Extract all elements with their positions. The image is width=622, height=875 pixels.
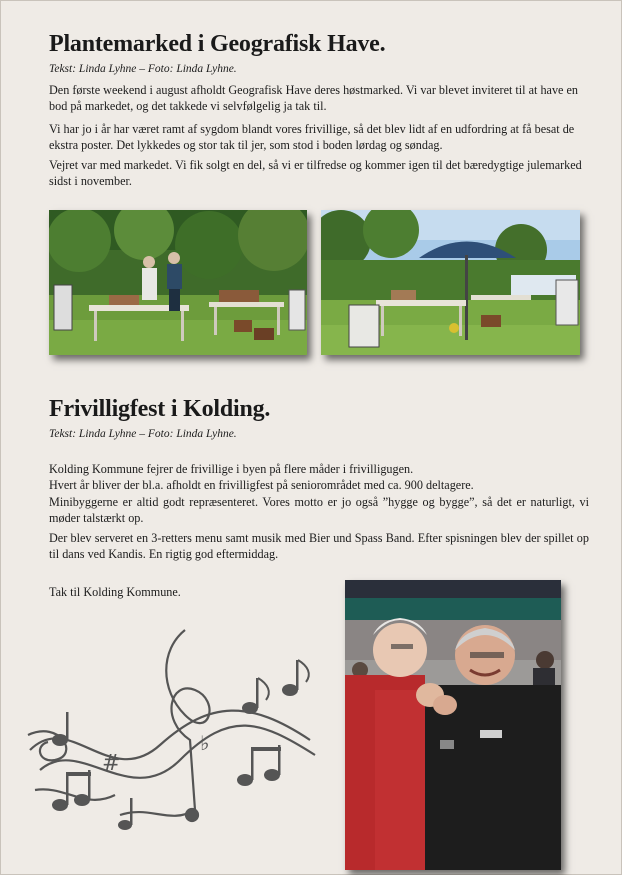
dancing-couple-photo	[345, 580, 561, 870]
article-paragraph: Vi har jo i år har været ramt af sygdom blandt vores frivillige, så det blev lidt af en udfordring at få besat de ekstra poster. Det lykkedes og stor tak til jer, som stod i boden lørdag og søndag.	[49, 122, 575, 153]
svg-text:#: #	[102, 751, 121, 776]
article-paragraph: Minibyggerne er altid godt repræsenteret. Vores motto er jo også ”hygge og bygge”, så det er naturligt, vi møder talstærkt op.	[49, 495, 589, 526]
market-stall-photo-1	[49, 210, 307, 355]
thanks-text: Tak til Kolding Kommune.	[49, 585, 181, 599]
section-credit-frivilligfest: Tekst: Linda Lyhne – Foto: Linda Lyhne.	[49, 428, 237, 440]
market-stall-photo-2	[321, 210, 580, 355]
article-paragraph: Der blev serveret en 3-retters menu samt musik med Bier und Spass Band. Efter spisningen blev der spillet op til dans ved Kandis. En rigtig god eftermiddag.	[49, 531, 589, 562]
article-paragraph: Den første weekend i august afholdt Geografisk Have deres høstmarked. Vi var blevet inviteret til at have en bod på markedet, og det takkede vi selvfølgelig ja tak til.	[49, 83, 579, 114]
section-title-plantemarked: Plantemarked i Geografisk Have.	[49, 31, 386, 57]
article-paragraph: Hvert år bliver der bl.a. afholdt en frivilligfest på seniorområdet med ca. 900 deltagere.	[49, 478, 474, 492]
article-paragraph: Vejret var med markedet. Vi fik solgt en del, så vi er tilfredse og kommer igen til det bæredygtige julemarked sidst i november.	[49, 158, 582, 189]
section-title-frivilligfest: Frivilligfest i Kolding.	[49, 396, 271, 422]
section-credit-plantemarked: Tekst: Linda Lyhne – Foto: Linda Lyhne.	[49, 63, 237, 75]
article-paragraph: Kolding Kommune fejrer de frivillige i byen på flere måder i frivilligugen.	[49, 462, 414, 476]
music-notes-icon	[20, 620, 320, 835]
svg-text:♭: ♭	[200, 731, 210, 755]
